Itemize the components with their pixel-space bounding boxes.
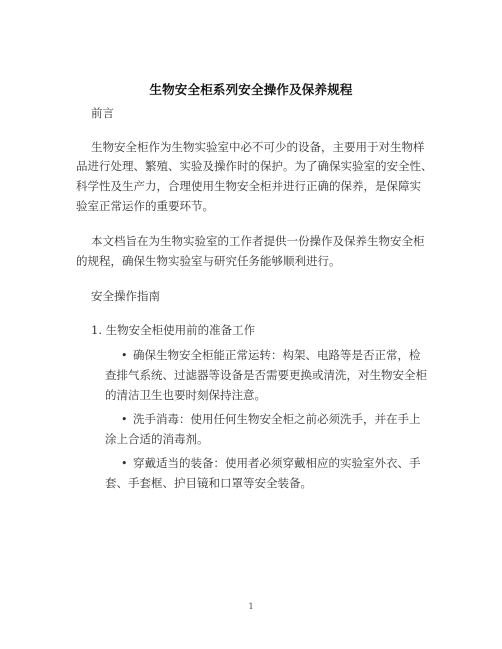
- intro-paragraph-1-line-1: 生物安全柜作为生物实验室中必不可少的设备，主要用于对生物样: [91, 140, 425, 154]
- preface-heading: 前言: [91, 106, 114, 120]
- bullet-3-line-2: 套、手套框、护目镜和口罩等安全装备。: [105, 476, 312, 490]
- bullet-2-marker: •: [121, 413, 128, 426]
- bullet-3-line-1: 穿戴适当的装备：使用者必须穿戴相应的实验室外衣、手: [133, 456, 421, 470]
- bullet-1-line-1: 确保生物安全柜能正常运转：构架、电路等是否正常，检: [133, 348, 421, 362]
- intro-paragraph-1-line-2: 品进行处理、繁殖、实验及操作时的保护。为了确保实验室的安全性、: [76, 159, 433, 173]
- bullet-3-marker: •: [121, 457, 128, 470]
- intro-paragraph-2-line-2: 的规程，确保生物实验室与研究任务能够顺利进行。: [76, 254, 341, 268]
- bullet-1-marker: •: [121, 349, 128, 362]
- page-number: 1: [248, 602, 254, 611]
- bullet-1-line-3: 的清洁卫生也要时刻保持注意。: [105, 388, 266, 402]
- intro-paragraph-1-line-3: 科学性及生产力，合理使用生物安全柜并进行正确的保养，是保障实: [76, 179, 421, 193]
- intro-paragraph-1-line-4: 验室正常运作的重要环节。: [76, 199, 214, 213]
- document-title: 生物安全柜系列安全操作及保养规程: [149, 82, 353, 97]
- list-item-1: 1. 生物安全柜使用前的准备工作: [91, 323, 256, 337]
- section-heading: 安全操作指南: [91, 289, 160, 303]
- bullet-2-line-2: 涂上合适的消毒剂。: [105, 432, 209, 446]
- bullet-2-line-1: 洗手消毒：使用任何生物安全柜之前必须洗手，并在手上: [133, 412, 421, 426]
- intro-paragraph-2-line-1: 本文档旨在为生物实验室的工作者提供一份操作及保养生物安全柜: [91, 234, 425, 248]
- bullet-1-line-2: 查排气系统、过滤器等设备是否需要更换或清洗，对生物安全柜: [105, 368, 427, 382]
